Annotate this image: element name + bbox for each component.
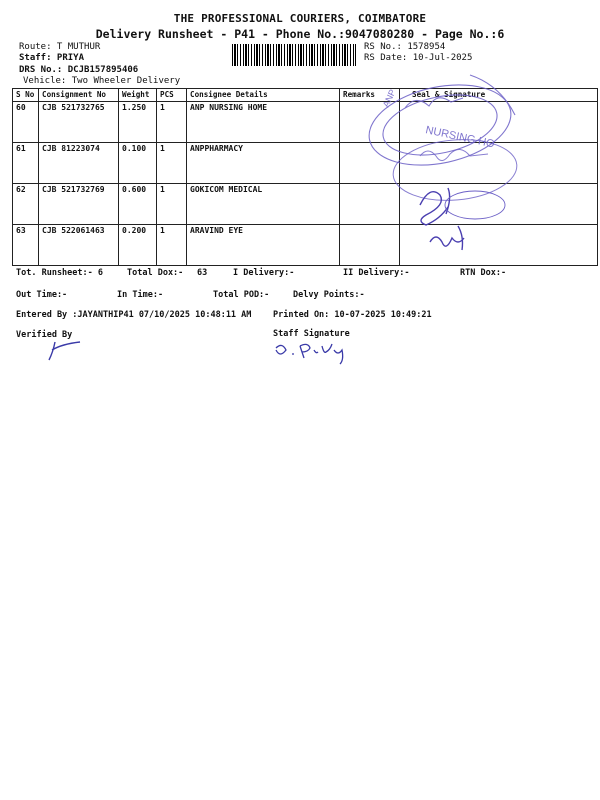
svg-text:NURSING HO: NURSING HO xyxy=(424,124,496,151)
rtn-dox: RTN Dox:- xyxy=(460,268,507,278)
row-signature-cell xyxy=(400,184,598,225)
row-consignee: GOKICOM MEDICAL xyxy=(187,184,340,225)
col-sno: S No xyxy=(13,89,39,102)
staff-label: Staff: PRIYA xyxy=(19,53,85,63)
table-row xyxy=(13,102,598,143)
row-pcs: 1 xyxy=(157,143,187,184)
table-row xyxy=(13,143,598,184)
row-consignment: CJB 521732769 xyxy=(39,184,119,225)
table-row xyxy=(13,225,598,266)
row-pcs: 1 xyxy=(157,225,187,266)
printed-on: Printed On: 10-07-2025 10:49:21 xyxy=(273,310,432,320)
runsheet-subtitle: Delivery Runsheet - P41 - Phone No.:9047080280 - Page No.:6 xyxy=(95,27,505,41)
row-sno: 63 xyxy=(13,225,39,266)
delvy-points: Delvy Points:- xyxy=(293,290,365,300)
row-consignee: ARAVIND EYE xyxy=(187,225,340,266)
route-label: Route: T MUTHUR xyxy=(19,42,101,52)
col-consignment: Consignment No xyxy=(39,89,119,102)
row-remarks xyxy=(340,184,400,225)
row-remarks xyxy=(340,225,400,266)
tot-runsheet: Tot. Runsheet:- 6 xyxy=(16,268,103,278)
row-remarks xyxy=(340,102,400,143)
svg-text:ANP: ANP xyxy=(380,87,398,109)
col-weight: Weight xyxy=(119,89,157,102)
drs-number: DRS No.: DCJB157895406 xyxy=(19,65,139,75)
col-seal-signature: Seal & Signature xyxy=(400,89,598,102)
ii-delivery: II Delivery:- xyxy=(343,268,410,278)
table-header-row xyxy=(13,89,598,102)
row-consignment: CJB 81223074 xyxy=(39,143,119,184)
row-sno: 62 xyxy=(13,184,39,225)
col-pcs: PCS xyxy=(157,89,187,102)
rs-number: RS No.: 1578954 xyxy=(364,42,446,52)
row-signature-cell xyxy=(400,225,598,266)
row-sno: 61 xyxy=(13,143,39,184)
i-delivery: I Delivery:- xyxy=(233,268,295,278)
total-pod: Total POD:- xyxy=(213,290,270,300)
row-sno: 60 xyxy=(13,102,39,143)
col-remarks: Remarks xyxy=(340,89,400,102)
company-title: THE PROFESSIONAL COURIERS, COIMBATORE xyxy=(173,12,427,25)
row-signature-cell xyxy=(400,143,598,184)
row-remarks xyxy=(340,143,400,184)
row-pcs: 1 xyxy=(157,102,187,143)
row-consignee: ANP NURSING HOME xyxy=(187,102,340,143)
barcode xyxy=(232,44,356,66)
rs-date: RS Date: 10-Jul-2025 xyxy=(364,53,473,63)
row-weight: 1.250 xyxy=(119,102,157,143)
row-signature-cell xyxy=(400,102,598,143)
vehicle-label: Vehicle: Two Wheeler Delivery xyxy=(23,76,181,86)
out-time: Out Time:- xyxy=(16,290,68,300)
row-consignment: CJB 522061463 xyxy=(39,225,119,266)
delivery-table xyxy=(12,88,598,266)
staff-signature-label: Staff Signature xyxy=(273,329,350,339)
entered-by: Entered By :JAYANTHIP41 07/10/2025 10:48:11 AM xyxy=(16,310,252,320)
row-consignment: CJB 521732765 xyxy=(39,102,119,143)
row-weight: 0.600 xyxy=(119,184,157,225)
total-dox-label: Total Dox:- xyxy=(127,268,184,278)
in-time: In Time:- xyxy=(117,290,164,300)
row-consignee: ANPPHARMACY xyxy=(187,143,340,184)
row-weight: 0.200 xyxy=(119,225,157,266)
table-row xyxy=(13,184,598,225)
verified-by-label: Verified By xyxy=(16,330,73,340)
total-dox-value: 63 xyxy=(197,268,208,278)
row-pcs: 1 xyxy=(157,184,187,225)
row-weight: 0.100 xyxy=(119,143,157,184)
col-consignee: Consignee Details xyxy=(187,89,340,102)
